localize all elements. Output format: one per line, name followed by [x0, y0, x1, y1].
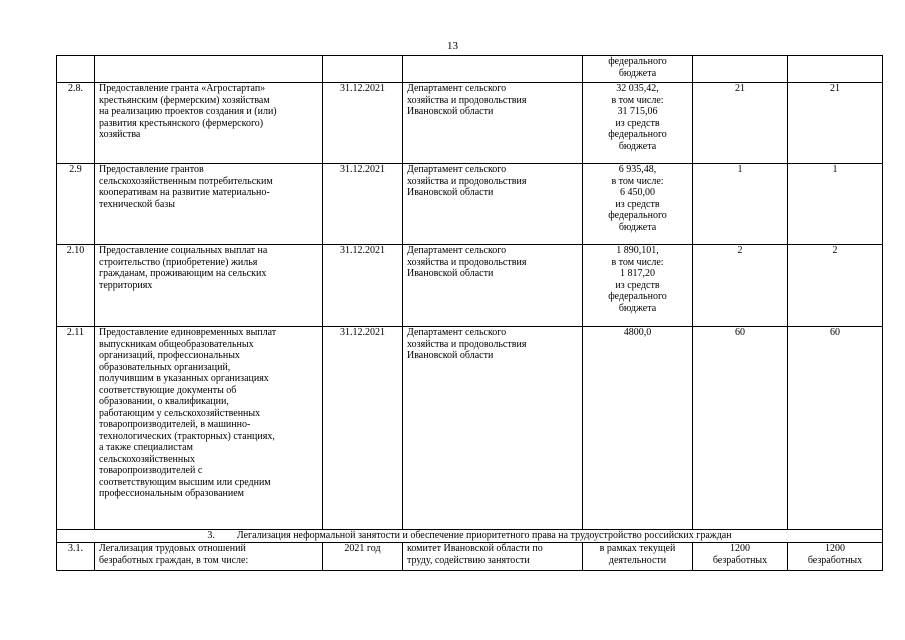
- page-number: 13: [447, 40, 458, 52]
- title-line: организаций, профессиональных: [99, 350, 240, 361]
- title-line: товаропроизводителей, в машинно-: [99, 419, 251, 430]
- value-line: безработных: [712, 554, 768, 566]
- executor-line: Ивановской области: [407, 106, 494, 117]
- amount-line: в том числе:: [611, 175, 664, 187]
- cell-title: [95, 245, 323, 327]
- cell-num: 2.11: [57, 327, 95, 530]
- title-line: территориях: [99, 279, 153, 291]
- amount-line: в том числе:: [611, 94, 664, 106]
- amount-line: бюджета: [618, 140, 657, 152]
- cell-date: 31.12.2021: [323, 83, 403, 164]
- title-line: кооперативам на развитие материально-: [99, 187, 270, 198]
- amount-line: 31 715,06: [617, 106, 658, 117]
- executor-line: хозяйства и продовольствия: [407, 175, 527, 187]
- cell-value-1: 1: [693, 164, 788, 245]
- cell-num: 2.9: [57, 164, 95, 245]
- amount-line: 6 935,48,: [618, 164, 657, 175]
- executor-line: Департамент сельского: [407, 245, 507, 256]
- cell-num: 2.8.: [57, 83, 95, 164]
- amount-line: в рамках текущей: [599, 543, 676, 554]
- value-line: безработных: [807, 554, 863, 566]
- title-line: соответствующие документы об: [99, 384, 237, 396]
- cell-executor: [403, 83, 583, 164]
- title-line: соответствующим высшим или средним: [99, 476, 271, 488]
- cell-value-1: 2: [693, 245, 788, 327]
- amount-line: 6 450,00: [620, 187, 655, 198]
- cell-executor: [403, 56, 583, 83]
- amount-line: 4800,0: [623, 327, 652, 338]
- executor-line: хозяйства и продовольствия: [407, 256, 527, 268]
- cell-executor: [403, 327, 583, 530]
- executor-line: Ивановской области: [407, 187, 494, 198]
- amount-line: бюджета: [618, 302, 657, 314]
- section-title: Легализация неформальной занятости и обеспечение приоритетного права на трудоустройство российских граждан: [236, 530, 732, 541]
- executor-line: Ивановской области: [407, 268, 494, 279]
- cell-amount: [583, 245, 693, 327]
- title-line: получившим в указанных организациях: [99, 373, 269, 384]
- title-line: технологических (тракторных) станциях,: [99, 430, 275, 442]
- cell-amount: [583, 327, 693, 530]
- cell-date: 2021 год: [323, 543, 403, 571]
- cell-title: [95, 543, 323, 571]
- executor-line: комитет Ивановской области по: [407, 543, 543, 554]
- executor-line: Департамент сельского: [407, 164, 507, 175]
- cell-num: 2.10: [57, 245, 95, 327]
- table-row: [57, 164, 883, 245]
- cell-title: [95, 164, 323, 245]
- table-row: [57, 83, 883, 164]
- title-line: сельскохозяйственным потребительским: [99, 175, 273, 187]
- title-line: образовательных организаций,: [99, 361, 231, 373]
- table-row: [57, 543, 883, 571]
- cell-value-1: [693, 56, 788, 83]
- cell-date: 31.12.2021: [323, 164, 403, 245]
- amount-line: федерального: [608, 56, 667, 67]
- title-line: товаропроизводителей с: [99, 465, 203, 476]
- title-line: а также специалистам: [99, 442, 193, 453]
- title-line: крестьянским (фермерским) хозяйствам: [99, 94, 270, 106]
- title-line: безработных граждан, в том числе:: [99, 554, 249, 566]
- executor-line: Департамент сельского: [407, 327, 507, 338]
- title-line: образовании, о квалификации,: [99, 396, 229, 407]
- title-line: Легализация трудовых отношений: [99, 543, 246, 554]
- executor-line: хозяйства и продовольствия: [407, 338, 527, 350]
- cell-amount: [583, 164, 693, 245]
- amount-line: 1 890,101,: [616, 245, 659, 256]
- cell-value-2: 1: [788, 164, 883, 245]
- executor-line: хозяйства и продовольствия: [407, 94, 527, 106]
- amount-line: федерального: [608, 210, 667, 221]
- cell-executor: [403, 164, 583, 245]
- cell-value-2: [788, 543, 883, 571]
- title-line: гражданам, проживающим на сельских: [99, 268, 267, 279]
- amount-line: из средств: [615, 198, 660, 210]
- cell-amount: [583, 83, 693, 164]
- title-line: на реализацию проектов создания и (или): [99, 106, 277, 117]
- cell-amount: [583, 56, 693, 83]
- amount-line: бюджета: [618, 67, 657, 79]
- cell-value-1: 60: [693, 327, 788, 530]
- amount-line: 1 817,20: [620, 268, 655, 279]
- value-line: 1200: [730, 543, 750, 554]
- title-line: Предоставление грантов: [99, 164, 204, 175]
- cell-title: [95, 83, 323, 164]
- table-row: [57, 327, 883, 530]
- cell-value-2: 2: [788, 245, 883, 327]
- table-row-continuation: [57, 56, 883, 83]
- executor-line: труду, содействию занятости: [407, 554, 530, 566]
- value-line: 1200: [825, 543, 845, 554]
- title-line: технической базы: [99, 198, 175, 210]
- cell-date: 31.12.2021: [323, 245, 403, 327]
- section-number: 3.: [207, 530, 215, 541]
- title-line: хозяйства: [99, 129, 141, 140]
- executor-line: Департамент сельского: [407, 83, 507, 94]
- cell-executor: [403, 245, 583, 327]
- section-row: [57, 530, 883, 543]
- title-line: профессиональным образованием: [99, 488, 244, 499]
- cell-value-1: 21: [693, 83, 788, 164]
- amount-line: из средств: [615, 117, 660, 129]
- title-line: сельскохозяйственных: [99, 453, 195, 465]
- amount-line: бюджета: [618, 221, 657, 233]
- cell-date: [323, 56, 403, 83]
- cell-value-1: [693, 543, 788, 571]
- cell-executor: [403, 543, 583, 571]
- title-line: Предоставление единовременных выплат: [99, 327, 277, 338]
- cell-num: [57, 56, 95, 83]
- title-line: развития крестьянского (фермерского): [99, 117, 264, 129]
- measures-table: [56, 55, 883, 571]
- cell-value-2: 60: [788, 327, 883, 530]
- title-line: выпускникам общеобразовательных: [99, 338, 254, 350]
- title-line: Предоставление социальных выплат на: [99, 245, 268, 256]
- section-header: [57, 530, 883, 543]
- cell-num: 3.1.: [57, 543, 95, 571]
- executor-line: Ивановской области: [407, 350, 494, 361]
- amount-line: 32 035,42,: [616, 83, 659, 94]
- cell-title: [95, 327, 323, 530]
- amount-line: федерального: [608, 291, 667, 302]
- title-line: строительство (приобретение) жилья: [99, 256, 258, 268]
- amount-line: из средств: [615, 279, 660, 291]
- cell-value-2: [788, 56, 883, 83]
- cell-title: [95, 56, 323, 83]
- amount-line: в том числе:: [611, 256, 664, 268]
- amount-line: федерального: [608, 129, 667, 140]
- amount-line: деятельности: [608, 554, 667, 566]
- cell-value-2: 21: [788, 83, 883, 164]
- title-line: Предоставление гранта «Агростартап»: [99, 83, 266, 94]
- cell-date: 31.12.2021: [323, 327, 403, 530]
- cell-amount: [583, 543, 693, 571]
- title-line: работающим у сельскохозяйственных: [99, 407, 261, 419]
- table-row: [57, 245, 883, 327]
